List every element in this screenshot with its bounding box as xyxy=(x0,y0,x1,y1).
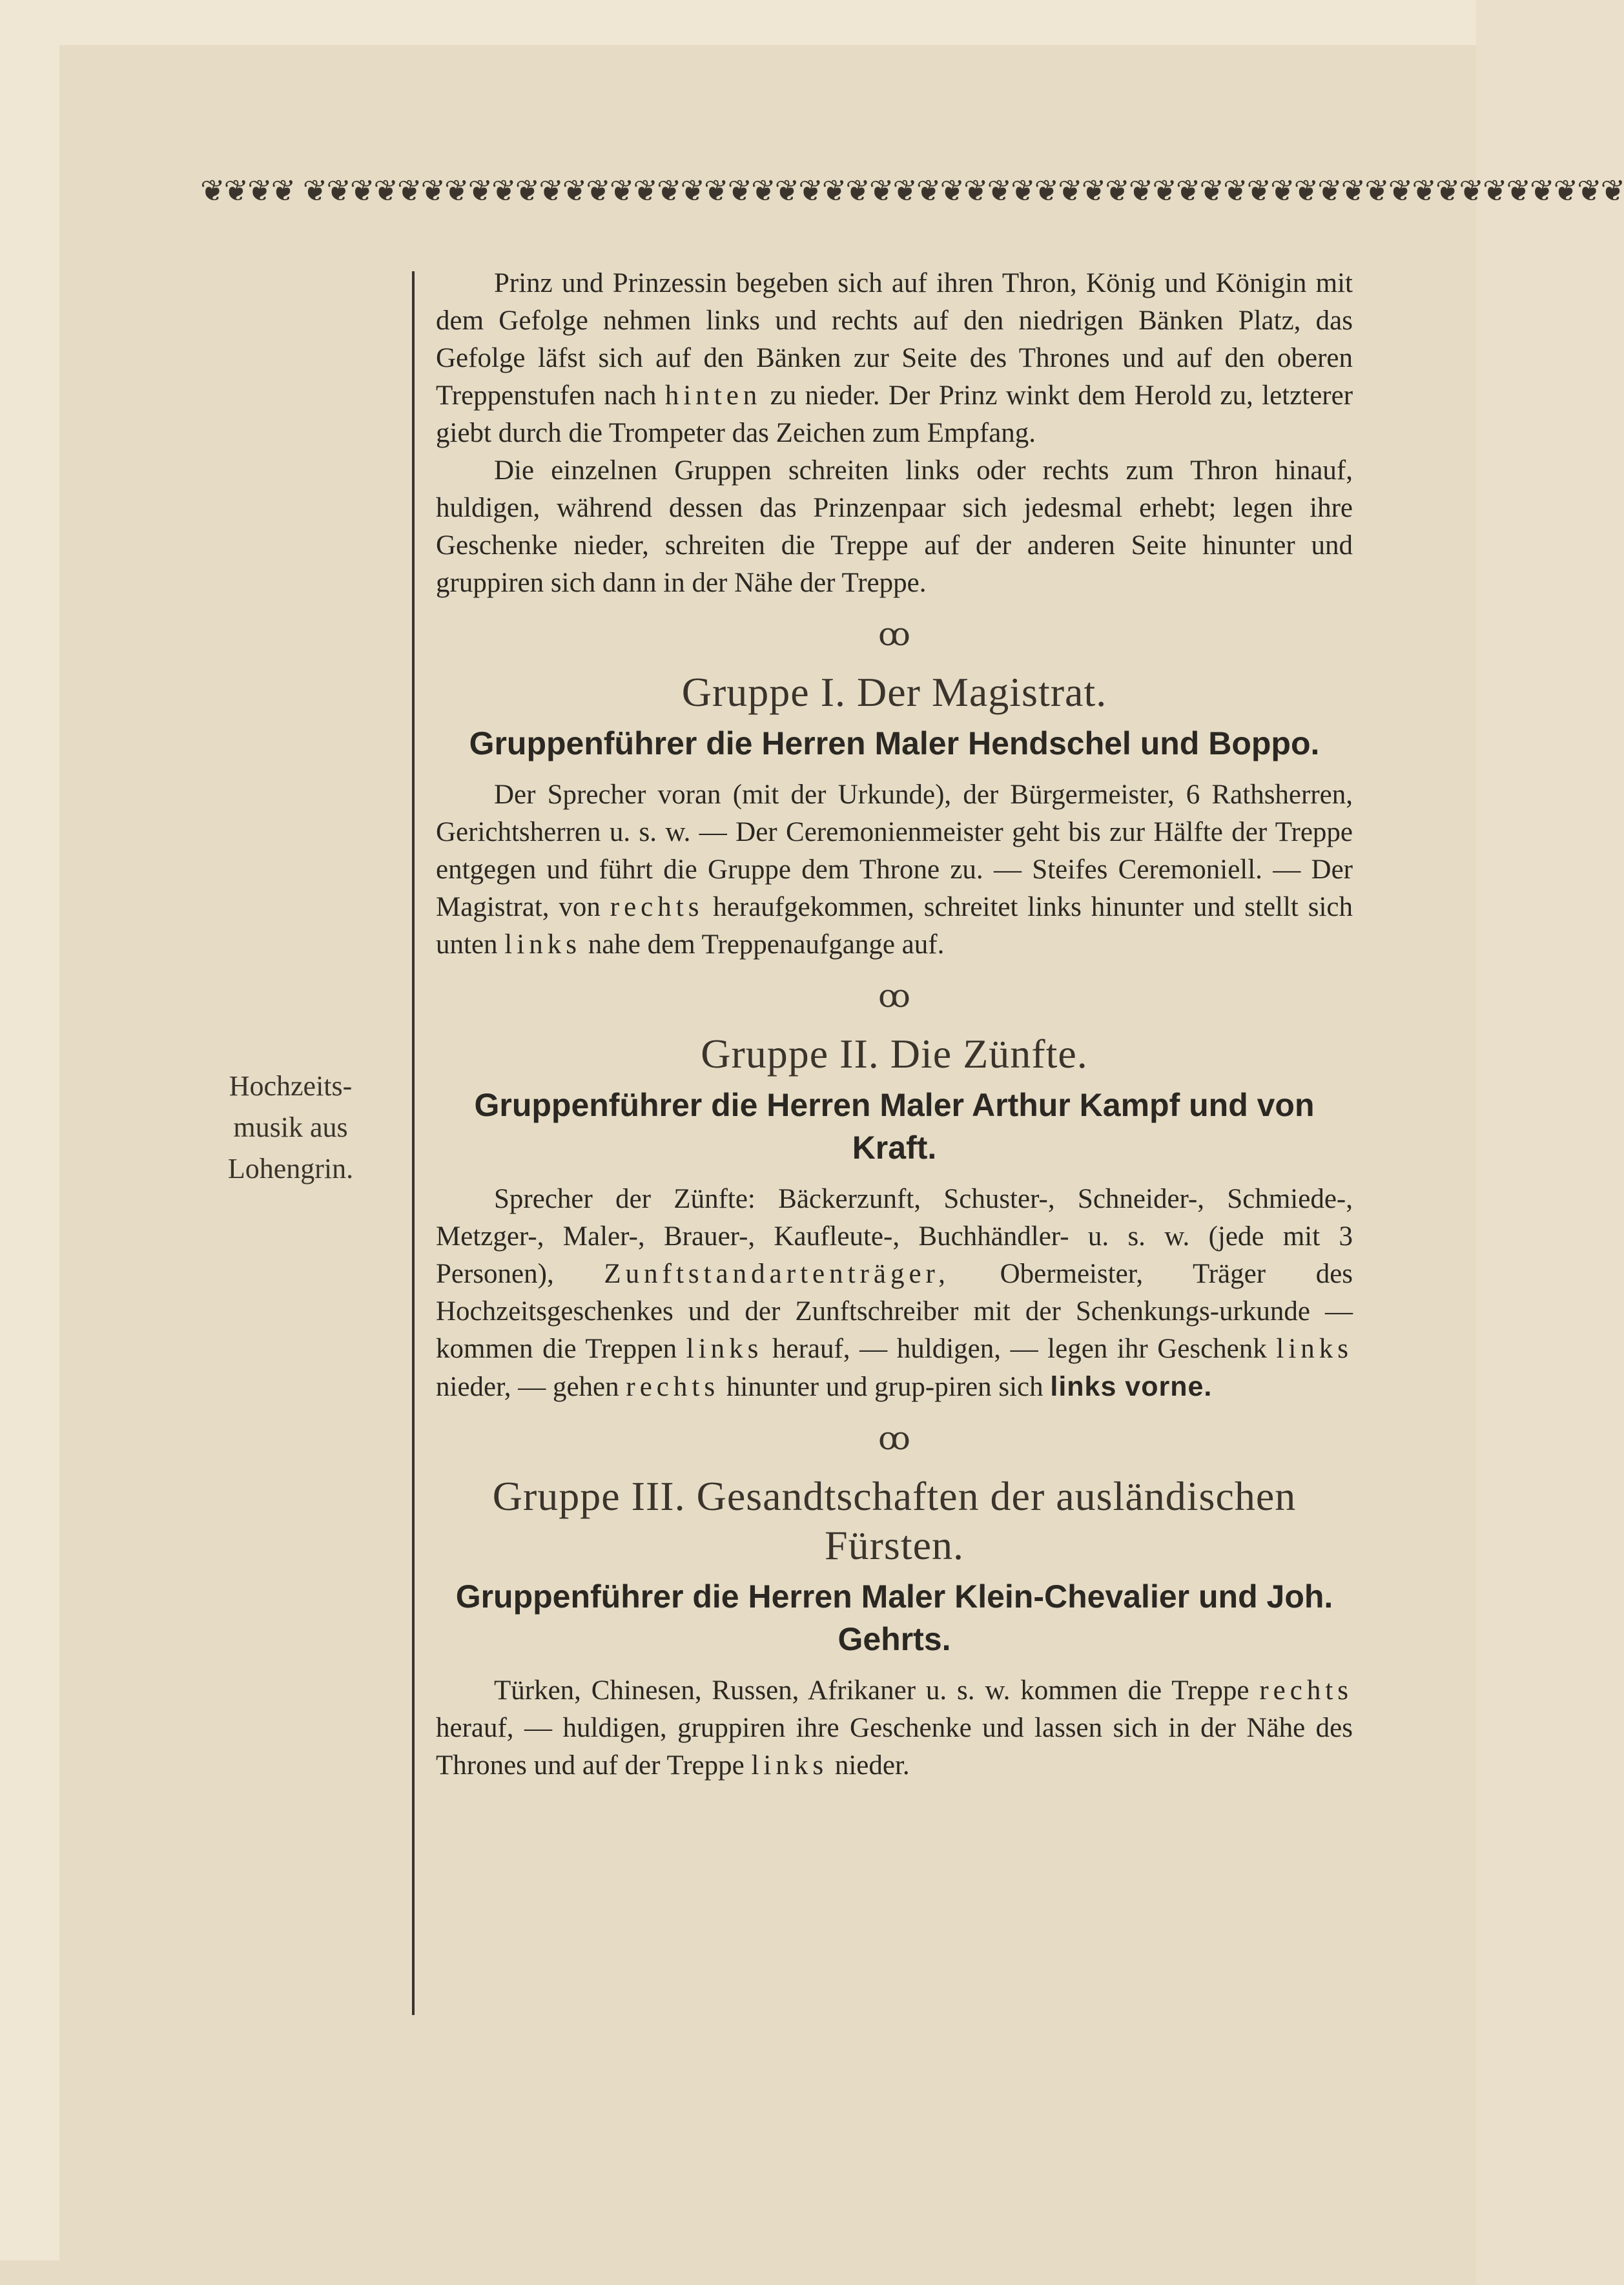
section-divider-ornament: ꝏ xyxy=(878,977,910,1015)
section-divider-ornament: ꝏ xyxy=(878,1420,910,1457)
group-1-text: Der Sprecher voran (mit der Urkunde), der Bürgermeister, 6 Rathsherren, Gerichtsherren u. s. w. — Der Ceremonienmeister geht bis zur Hälfte der Treppe entgegen und führt die Gruppe dem Throne zu. — Steifes Ceremoniell. — Der Magistrat, von rechts heraufgekommen, schreitet links hinunter und stellt sich unten links nahe dem Treppenaufgange auf. xyxy=(436,780,1353,960)
margin-note xyxy=(194,1066,387,1190)
group-1-title: Gruppe I. Der Magistrat. xyxy=(681,669,1107,715)
intro-paragraph-1: Prinz und Prinzessin begeben sich auf ihren Thron, König und Königin mit dem Gefolge nehmen links und rechts auf den niedrigen Bänken Platz, das Gefolge läfst sich auf den Bänken zur Seite des Thrones und auf den oberen Treppenstufen nach hinten zu nieder. Der Prinz winkt dem Herold zu, letzterer giebt durch die Trompeter das Zeichen zum Empfang. xyxy=(436,268,1353,448)
intro-paragraph-2: Die einzelnen Gruppen schreiten links oder rechts zum Thron hinauf, huldigen, während dessen das Prinzenpaar sich jedesmal erhebt; legen ihre Geschenke nieder, schreiten die Treppe auf der anderen Seite hinunter und gruppiren sich dann in der Nähe der Treppe. xyxy=(436,455,1353,598)
group-3-leader: Gruppenführer die Herren Maler Klein-Chevalier und Joh. Gehrts. xyxy=(455,1578,1333,1657)
group-2-leader: Gruppenführer die Herren Maler Arthur Kampf und von Kraft. xyxy=(474,1087,1315,1166)
group-3-text: Türken, Chinesen, Russen, Afrikaner u. s. w. kommen die Treppe rechts herauf, — huldigen, gruppiren ihre Geschenke und lassen sich in der Nähe des Thrones und auf der Treppe links nieder. xyxy=(436,1675,1353,1781)
scan-border-left xyxy=(0,0,59,2285)
main-text xyxy=(436,265,1353,1784)
margin-note-line-3: Lohengrin. xyxy=(227,1153,354,1184)
group-3-title: Gruppe III. Gesandtschaften der ausländischen Fürsten. xyxy=(492,1473,1297,1568)
margin-note-line-2: musik aus xyxy=(233,1111,348,1143)
group-2-text: Sprecher der Zünfte: Bäckerzunft, Schuster-, Schneider-, Schmiede-, Metzger-, Maler-, Brauer-, Kaufleute-, Buchhändler- u. s. w. (jede mit 3 Personen), Zunftstandartenträger, Obermeister, Träger des Hochzeitsgeschenkes und der Zunftschreiber mit der Schenkungs-urkunde — kommen die Treppen links herauf, — huldigen, — legen ihr Geschenk links nieder, — gehen rechts hinunter und grup-piren sich links vorne. xyxy=(436,1184,1353,1402)
decorative-ornament-border: ❦❦❦❦ ❦❦❦❦❦❦❦❦❦❦❦❦❦❦❦❦❦❦❦❦❦❦❦❦❦❦❦❦❦❦❦❦❦❦❦❦❦❦❦❦❦❦❦❦❦❦❦❦❦❦❦❦❦❦❦❦ xyxy=(200,173,1624,208)
group-1-leader: Gruppenführer die Herren Maler Hendschel und Boppo. xyxy=(469,725,1320,761)
margin-note-line-1: Hochzeits- xyxy=(229,1070,353,1102)
group-2-title: Gruppe II. Die Zünfte. xyxy=(701,1031,1088,1077)
scan-border-bottom xyxy=(0,2260,1476,2285)
section-divider-ornament: ꝏ xyxy=(878,615,910,653)
vertical-rule xyxy=(412,271,415,2015)
scan-border-top xyxy=(0,0,1476,45)
